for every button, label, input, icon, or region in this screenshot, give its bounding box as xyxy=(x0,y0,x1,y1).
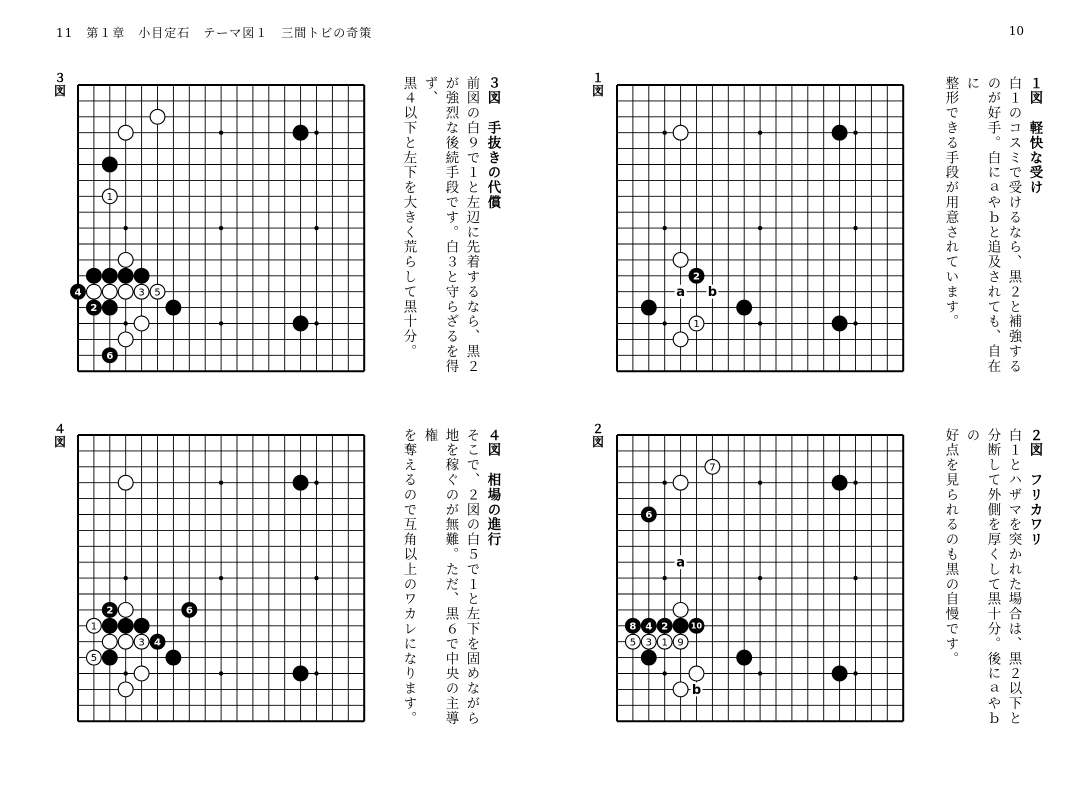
star-point xyxy=(663,131,667,135)
stone-move-number: 2 xyxy=(90,303,98,315)
white-stone xyxy=(689,316,704,331)
white-stone xyxy=(673,475,688,490)
commentary-fig1 xyxy=(940,76,1045,376)
stone-move-number: 4 xyxy=(154,637,161,649)
white-stone xyxy=(102,634,117,649)
star-point xyxy=(853,576,857,580)
star-point xyxy=(219,131,223,135)
black-stone xyxy=(102,300,117,315)
white-stone xyxy=(641,634,656,649)
star-point xyxy=(219,481,223,485)
star-point xyxy=(124,226,128,230)
board-mark-label: b xyxy=(691,682,702,698)
white-stone xyxy=(118,634,133,649)
white-stone xyxy=(118,284,133,299)
black-stone xyxy=(134,618,149,633)
white-stone xyxy=(673,634,688,649)
commentary-fig2-title: ２図 フリカワリ xyxy=(1027,428,1042,548)
star-point xyxy=(853,481,857,485)
black-stone xyxy=(182,603,197,618)
black-stone xyxy=(166,300,181,315)
white-stone xyxy=(87,618,102,633)
white-stone xyxy=(150,284,165,299)
stone-move-number: 8 xyxy=(629,621,637,633)
board-mark-label: a xyxy=(676,285,685,301)
stone-move-number: 1 xyxy=(661,637,668,649)
white-stone xyxy=(673,253,688,268)
black-stone xyxy=(118,618,133,633)
black-stone xyxy=(293,475,308,490)
stone-move-number: 4 xyxy=(645,621,653,633)
stone-move-number: 1 xyxy=(106,191,113,203)
black-stone xyxy=(293,316,308,331)
white-stone xyxy=(134,284,149,299)
commentary-fig4-line: そこで、２図の白５で１と左下を固めながら xyxy=(464,428,479,726)
black-stone xyxy=(102,157,117,172)
black-stone xyxy=(102,618,117,633)
star-point xyxy=(219,321,223,325)
stone-move-number: 9 xyxy=(677,637,684,649)
commentary-fig3-line: 前図の白９で１と左辺に先着するなら、黒２ xyxy=(464,76,479,374)
go-board-fig3 xyxy=(70,78,375,378)
star-point xyxy=(758,226,762,230)
black-stone xyxy=(134,268,149,283)
commentary-fig2-line: 好点を見られるのも黒の自慢です。 xyxy=(943,428,958,667)
stone-move-number: 5 xyxy=(90,653,98,665)
stone-move-number: 6 xyxy=(106,350,114,362)
commentary-fig1-line: 整形できる手段が用意されています。 xyxy=(943,76,958,330)
black-stone xyxy=(71,284,86,299)
star-point xyxy=(853,131,857,135)
stone-move-number: 5 xyxy=(629,637,637,649)
black-stone xyxy=(832,125,847,140)
stone-move-number: 10 xyxy=(690,621,703,631)
white-stone xyxy=(657,634,672,649)
commentary-fig2-line: 白１とハザマを突かれた場合は、黒２以下と xyxy=(1006,428,1021,726)
stone-move-number: 6 xyxy=(645,510,653,522)
black-stone xyxy=(626,618,641,633)
white-stone xyxy=(118,475,133,490)
fig2-label xyxy=(590,423,606,449)
star-point xyxy=(853,321,857,325)
black-stone xyxy=(87,300,102,315)
star-point xyxy=(758,576,762,580)
fig4-label xyxy=(52,423,68,449)
commentary-fig4-title: ４図 相場の進行 xyxy=(485,428,500,548)
commentary-fig3 xyxy=(398,76,503,376)
black-stone xyxy=(166,650,181,665)
star-point xyxy=(314,226,318,230)
star-point xyxy=(124,321,128,325)
commentary-fig2 xyxy=(940,428,1045,728)
commentary-fig1-line: のが好手。白にａやｂと追及されても、自在に xyxy=(964,76,1000,374)
star-point xyxy=(219,576,223,580)
fig1-label xyxy=(590,72,606,98)
commentary-fig4-line: を奪えるので互角以上のワカレになります。 xyxy=(401,428,416,726)
black-stone xyxy=(102,603,117,618)
stone-move-number: 6 xyxy=(185,605,193,617)
black-stone xyxy=(689,618,704,633)
black-stone xyxy=(657,618,672,633)
page-number: 10 xyxy=(1008,24,1024,38)
running-head: 11 第１章 小目定石 テーマ図１ 三間トビの奇策 xyxy=(56,26,373,40)
star-point xyxy=(853,226,857,230)
black-stone xyxy=(689,268,704,283)
white-stone xyxy=(118,332,133,347)
star-point xyxy=(758,671,762,675)
stone-move-number: 3 xyxy=(645,637,652,649)
go-board-fig4 xyxy=(70,428,375,728)
black-stone xyxy=(641,507,656,522)
commentary-fig1-title: １図 軽快な受け xyxy=(1027,76,1042,196)
black-stone xyxy=(87,268,102,283)
commentary-fig2-line: 分断して外側を厚くして黒十分。後にａやｂの xyxy=(964,428,1000,726)
black-stone xyxy=(673,618,688,633)
star-point xyxy=(219,226,223,230)
go-board-fig1 xyxy=(609,78,914,378)
star-point xyxy=(124,671,128,675)
stone-move-number: 2 xyxy=(661,621,669,633)
white-stone xyxy=(150,109,165,124)
white-stone xyxy=(673,603,688,618)
commentary-fig3-line: が強烈な後続手段です。白３と守らざるを得ず、 xyxy=(422,76,458,374)
white-stone xyxy=(118,682,133,697)
stone-move-number: 1 xyxy=(90,621,98,633)
black-stone xyxy=(150,634,165,649)
star-point xyxy=(314,131,318,135)
stone-move-number: 3 xyxy=(138,637,145,649)
stone-move-number: 3 xyxy=(138,287,145,299)
black-stone xyxy=(641,650,656,665)
white-stone xyxy=(87,284,102,299)
white-stone xyxy=(705,459,720,474)
commentary-fig1-line: 白１のコスミで受けるなら、黒２と補強する xyxy=(1006,76,1021,374)
star-point xyxy=(314,671,318,675)
star-point xyxy=(853,671,857,675)
star-point xyxy=(314,576,318,580)
black-stone xyxy=(832,666,847,681)
commentary-fig3-title: ３図 手抜きの代償 xyxy=(485,76,500,211)
commentary-fig4 xyxy=(398,428,503,728)
board-mark-label: b xyxy=(707,285,718,301)
white-stone xyxy=(118,253,133,268)
commentary-fig3-line: 黒４以下と左下を大きく荒らして黒十分。 xyxy=(401,76,416,360)
black-stone xyxy=(832,316,847,331)
star-point xyxy=(663,671,667,675)
star-point xyxy=(219,671,223,675)
white-stone xyxy=(102,284,117,299)
white-stone xyxy=(673,125,688,140)
black-stone xyxy=(102,650,117,665)
star-point xyxy=(758,131,762,135)
stone-move-number: 7 xyxy=(709,462,716,474)
stone-move-number: 4 xyxy=(74,287,82,299)
black-stone xyxy=(102,268,117,283)
black-stone xyxy=(118,268,133,283)
white-stone xyxy=(673,332,688,347)
star-point xyxy=(663,321,667,325)
star-point xyxy=(663,226,667,230)
commentary-fig4-line: 地を稼ぐのが無難。ただ、黒６で中央の主導権 xyxy=(422,428,458,726)
black-stone xyxy=(737,300,752,315)
white-stone xyxy=(134,666,149,681)
star-point xyxy=(663,481,667,485)
white-stone xyxy=(118,125,133,140)
white-stone xyxy=(689,666,704,681)
black-stone xyxy=(737,650,752,665)
white-stone xyxy=(118,603,133,618)
stone-move-number: 2 xyxy=(693,271,700,283)
board-mark-label: a xyxy=(676,555,685,571)
star-point xyxy=(758,321,762,325)
star-point xyxy=(663,576,667,580)
black-stone xyxy=(641,618,656,633)
stone-move-number: 1 xyxy=(693,319,700,331)
fig1-label-text: １図 xyxy=(591,71,604,98)
fig4-label-text: ４図 xyxy=(53,422,66,449)
star-point xyxy=(314,321,318,325)
white-stone xyxy=(626,634,641,649)
black-stone xyxy=(102,348,117,363)
black-stone xyxy=(832,475,847,490)
stone-move-number: 5 xyxy=(154,287,161,299)
stone-move-number: 2 xyxy=(106,605,114,617)
black-stone xyxy=(293,666,308,681)
fig2-label-text: ２図 xyxy=(591,422,604,449)
white-stone xyxy=(134,634,149,649)
star-point xyxy=(758,481,762,485)
fig3-label xyxy=(52,72,68,98)
white-stone xyxy=(102,189,117,204)
white-stone xyxy=(673,682,688,697)
white-stone xyxy=(134,316,149,331)
black-stone xyxy=(641,300,656,315)
white-stone xyxy=(87,650,102,665)
black-stone xyxy=(293,125,308,140)
star-point xyxy=(124,576,128,580)
go-board-fig2 xyxy=(609,428,914,728)
fig3-label-text: ３図 xyxy=(53,71,66,98)
star-point xyxy=(314,481,318,485)
